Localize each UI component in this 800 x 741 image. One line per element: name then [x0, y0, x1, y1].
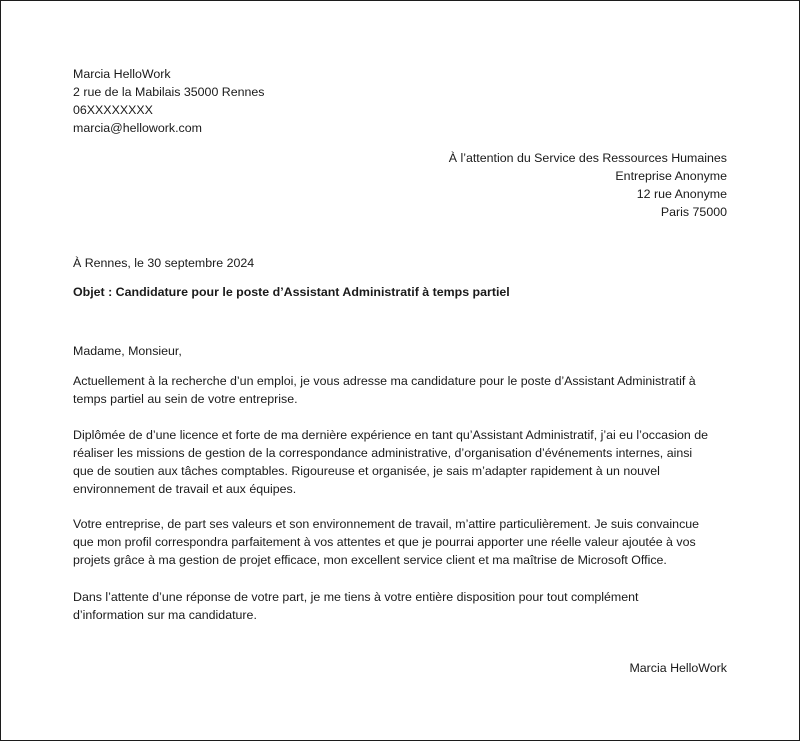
recipient-street: 12 rue Anonyme: [636, 187, 727, 201]
sender-address: 2 rue de la Mabilais 35000 Rennes: [73, 85, 265, 99]
paragraph-line: que de soutien aux tâches comptables. Rigoureuse et organisée, je sais m’adapter rapidement à un nouvel: [73, 464, 660, 478]
paragraph-line: temps partiel au sein de votre entreprise.: [73, 392, 298, 406]
paragraph-3: [73, 515, 733, 569]
paragraph-line: environnement de travail et aux équipes.: [73, 482, 297, 496]
sender-email: marcia@hellowork.com: [73, 121, 202, 135]
subject-line: Objet : Candidature pour le poste d’Assistant Administratif à temps partiel: [73, 285, 510, 299]
signature: Marcia HelloWork: [629, 661, 727, 675]
paragraph-line: Diplômée de d’une licence et forte de ma dernière expérience en tant qu’Assistant Administratif, j’ai eu l’occasion de: [73, 428, 709, 442]
salutation: Madame, Monsieur,: [73, 344, 182, 358]
sender-block: [73, 65, 265, 137]
recipient-block: [449, 149, 727, 221]
paragraph-4: [73, 588, 733, 624]
paragraph-line: réaliser les missions de gestion de la correspondance administrative, d’organisation d’événements internes, ainsi: [73, 446, 693, 460]
paragraph-2: [73, 426, 733, 498]
paragraph-line: que mon profil correspondra parfaitement à vos attentes et que je pourrai apporter une réelle valeur ajoutée à vos: [73, 535, 696, 549]
paragraph-line: Votre entreprise, de part ses valeurs et son environnement de travail, m’attire particulièrement. Je suis convaincue: [73, 517, 700, 531]
recipient-attention: À l’attention du Service des Ressources Humaines: [448, 151, 727, 165]
sender-phone: 06XXXXXXXX: [73, 103, 153, 117]
paragraph-line: Actuellement à la recherche d’un emploi, je vous adresse ma candidature pour le poste d’Assistant Administratif à: [73, 374, 696, 388]
paragraph-line: d’information sur ma candidature.: [73, 608, 257, 622]
paragraph-line: Dans l’attente d’une réponse de votre part, je me tiens à votre entière disposition pour tout complément: [73, 590, 639, 604]
date-line: À Rennes, le 30 septembre 2024: [73, 256, 255, 270]
sender-name: Marcia HelloWork: [73, 67, 171, 81]
paragraph-line: projets grâce à ma gestion de projet efficace, mon excellent service client et ma maîtrise de Microsoft Office.: [73, 553, 667, 567]
paragraph-1: [73, 372, 733, 408]
recipient-city: Paris 75000: [660, 205, 727, 219]
recipient-company: Entreprise Anonyme: [615, 169, 727, 183]
